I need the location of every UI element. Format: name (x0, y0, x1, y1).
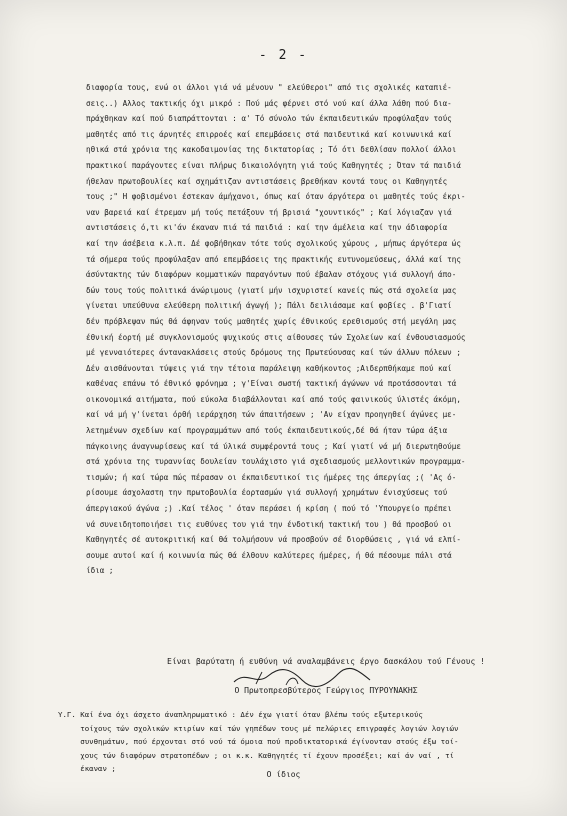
postscript (58, 708, 558, 776)
ps-line: συνθημάτων, πού έρχονται στό νού τά όμοια πού προδικτατορικά έγίνονταν στούς έξω τοί- (58, 737, 459, 747)
body-line: σουμε αυτοί καί ή κοινωνία πώς θά έλθουν καλύτερες ήμέρες, ή θά πέσουμε πάλι στά (86, 550, 452, 560)
body-line: πράχθηκαν καί πού διαπράττονται : α' Τό σύνολο τών έκπαιδευτικών προφύλαξαν τούς (86, 114, 452, 124)
closing-line: Είναι βαρύτατη ή ευθύνη νά αναλαμβάνεις έργο δασκάλου τού Γένους ! (167, 657, 485, 666)
page-number: - 2 - (258, 48, 309, 63)
body-line: διαφορία τους, ενώ οι άλλοι γιά νά μένουν " ελεύθεροι" από τις σχολικές καταπιέ- (86, 83, 452, 92)
body-line: αντιστάσεις ό,τι κι'άν έκαναν πιά τά παιδιά : καί την άμέλεια καί την άδιαφορία (86, 223, 448, 233)
body-line: δών τους τούς πολιτικά άνώριμους (γιατί μήν ισχυριστεί κανείς πώς στά σχολεία μας (86, 285, 457, 295)
body-line: καί την άσέβεια κ.λ.π. Δέ φοβήθηκαν τότε τούς σχολικούς χώρους , μήπως άργότερα ώς (86, 238, 461, 248)
body-line: άσύντακτης τών διαφόρων κομματικών παραγόντων πού έβαλαν στόχους γιά συλλογή άπο- (86, 270, 457, 280)
body-line: καί νά μή γ'ίνεται όρθή ιεράρχηση τών άπαιτήσεων ; 'Αν είχαν προηγηθεί άγώνες με- (86, 410, 457, 420)
ps-line: έκαναν ; (58, 764, 116, 774)
ps-line: χους τών διαφόρων στρατοπέδων ; οι κ.κ. Καθηγητές τί έχουν προσέξει; καί άν ναί , τί (58, 750, 455, 760)
body-line: ήθελαν πρωτοβουλίες καί σχημάτιζαν αντιστάσεις βρεθήκαν κοντά τους οι Καθηγητές (86, 176, 448, 186)
body-line: άπεργιακού άγώνα ;) .Καί τέλος ' όταν περάσει ή κρίση ( πού τό 'Υπουργείο πρέπει (86, 504, 452, 514)
body-line: έθνική έορτή μέ συγκλονισμούς ψυχικούς στις αίθουσες τών Σχολείων καί ένθουσιασμούς (86, 332, 466, 342)
body-line: νά συνειδητοποιήσει τις ευθύνες του γιά την ένδοτική τακτική του ) θά προσβού οι (86, 519, 452, 529)
body-line: τους ;" Η φοβισμένοι έστεκαν άμήχανοι, όπως καί όταν άργότερα οι μαθητές τούς έκρι- (86, 192, 466, 202)
body-line: καθένας επάνω τό έθνικό φρόνημα ; γ'Είναι σωστή τακτική άγώνων νά προτάσσονται τά (86, 379, 457, 389)
ps-line: τοίχους τών σχολικών κτιρίων καί τών γηπέδων τους μέ πελώριες επιγραφές λογιών λογιών (58, 723, 459, 733)
body-line: μέ γενναιότερες άντανακλάσεις στούς δρόμους της Πρωτεύουσας καί τών άλλων πόλεων ; (86, 348, 461, 358)
body-line: στά χρόνια της τυραννίας δουλείαν τουλάχιστο γιά σχεδιασμούς μελλοντικών προγραμμα- (86, 457, 466, 467)
body-line: ηθικά στά χρόνια της κακοδαιμονίας της δικτατορίας ; Τό ότι δεθλίσαν πολλοί άλλοι (86, 145, 457, 155)
body-line: τισμών; ή καί τώρα πώς πέρασαν οι έκπαιδευτικοί τις ήμέρες της άπεργίας ;( 'Ας ό- (86, 472, 457, 482)
body-line: λετημένων σχεδίων καί προγραμμάτων από τούς έκπαιδευτικούς,δέ θά ήταν τώρα άξια (86, 426, 448, 436)
body-text (86, 80, 554, 579)
body-line: σεις..) Αλλος τακτικής όχι μικρό : Πού μάς φέρνει στό νού καί άλλα λάθη πού δια- (86, 98, 452, 108)
body-line: τά σήμερα τούς προφύλαξαν από επεμβάσεις της πρακτικής ευτυνομεύσεως, άλλά καί της (86, 254, 461, 264)
body-line: πρακτικοί παράγοντες είναι πλήρως δικαιολόγητη γιά τούς Καθηγητές ; Όταν τά παιδιά (86, 160, 461, 170)
body-line: πάγκοινης άναγνωρίσεως καί τά ύλικά συμφέροντά τους ; Καί γιατί νά μή διερωτηθούμε (86, 441, 461, 451)
body-line: γίνεται υπεύθυνα ελεύθερη πολιτική άγωγή ); Πάλι δειλιάσαμε καί φοβίες . β'Γιατί (86, 301, 452, 311)
body-line: δέν πρόβλεψαν πώς θά άφηναν τούς μαθητές χωρίς έθνικούς ερεθισμούς στή μεγάλη μας (86, 316, 457, 326)
body-line: Καθηγητές σέ αυτοκριτική καί θά τολμήσουν νά προσβούν σέ διορθώσεις , γιά νά ελπί- (86, 535, 461, 545)
ps-line: Υ.Γ. Καί ένα όχι άσχετο άναπληρωματικό : Δέν έχω γιατί όταν βλέπω τούς εξωτερικούς (58, 710, 423, 719)
body-line: ίδια ; (86, 566, 114, 576)
body-line: Δέν αισθάνονται τύψεις γιά την τέτοια παράλειψη καθήκοντος ;Αιδερπθήκαμε πού καί (86, 363, 452, 373)
body-line: ναν βαρειά καί έτρεμαν μή τούς πετάξουν τή βρισιά "χουντικός" ; Καί λόγιαζαν γιά (86, 207, 452, 217)
body-line: οικονομικά αιτήματα, πού εύκολα διαβάλλονται καί από τούς φαινικούς ύλιστές άκόμη, (86, 394, 461, 404)
footer-signature: Ο ίδιος (266, 770, 301, 779)
body-line: μαθητές από τις άρνητές επιρροές καί επεμβάσεις στά παιδευτικά καί κοινωνικά καί (86, 129, 452, 139)
body-line: ρίσουμε άσχολαστη την πρωτοβουλία έορτασμών γιά συλλογή χρημάτων ένισχύσεως τού (86, 488, 448, 498)
author-line: Ο Πρωτοπρεσβύτερος Γεώργιος ΠΥΡΟΥΝΑΚΗΣ (234, 686, 418, 695)
